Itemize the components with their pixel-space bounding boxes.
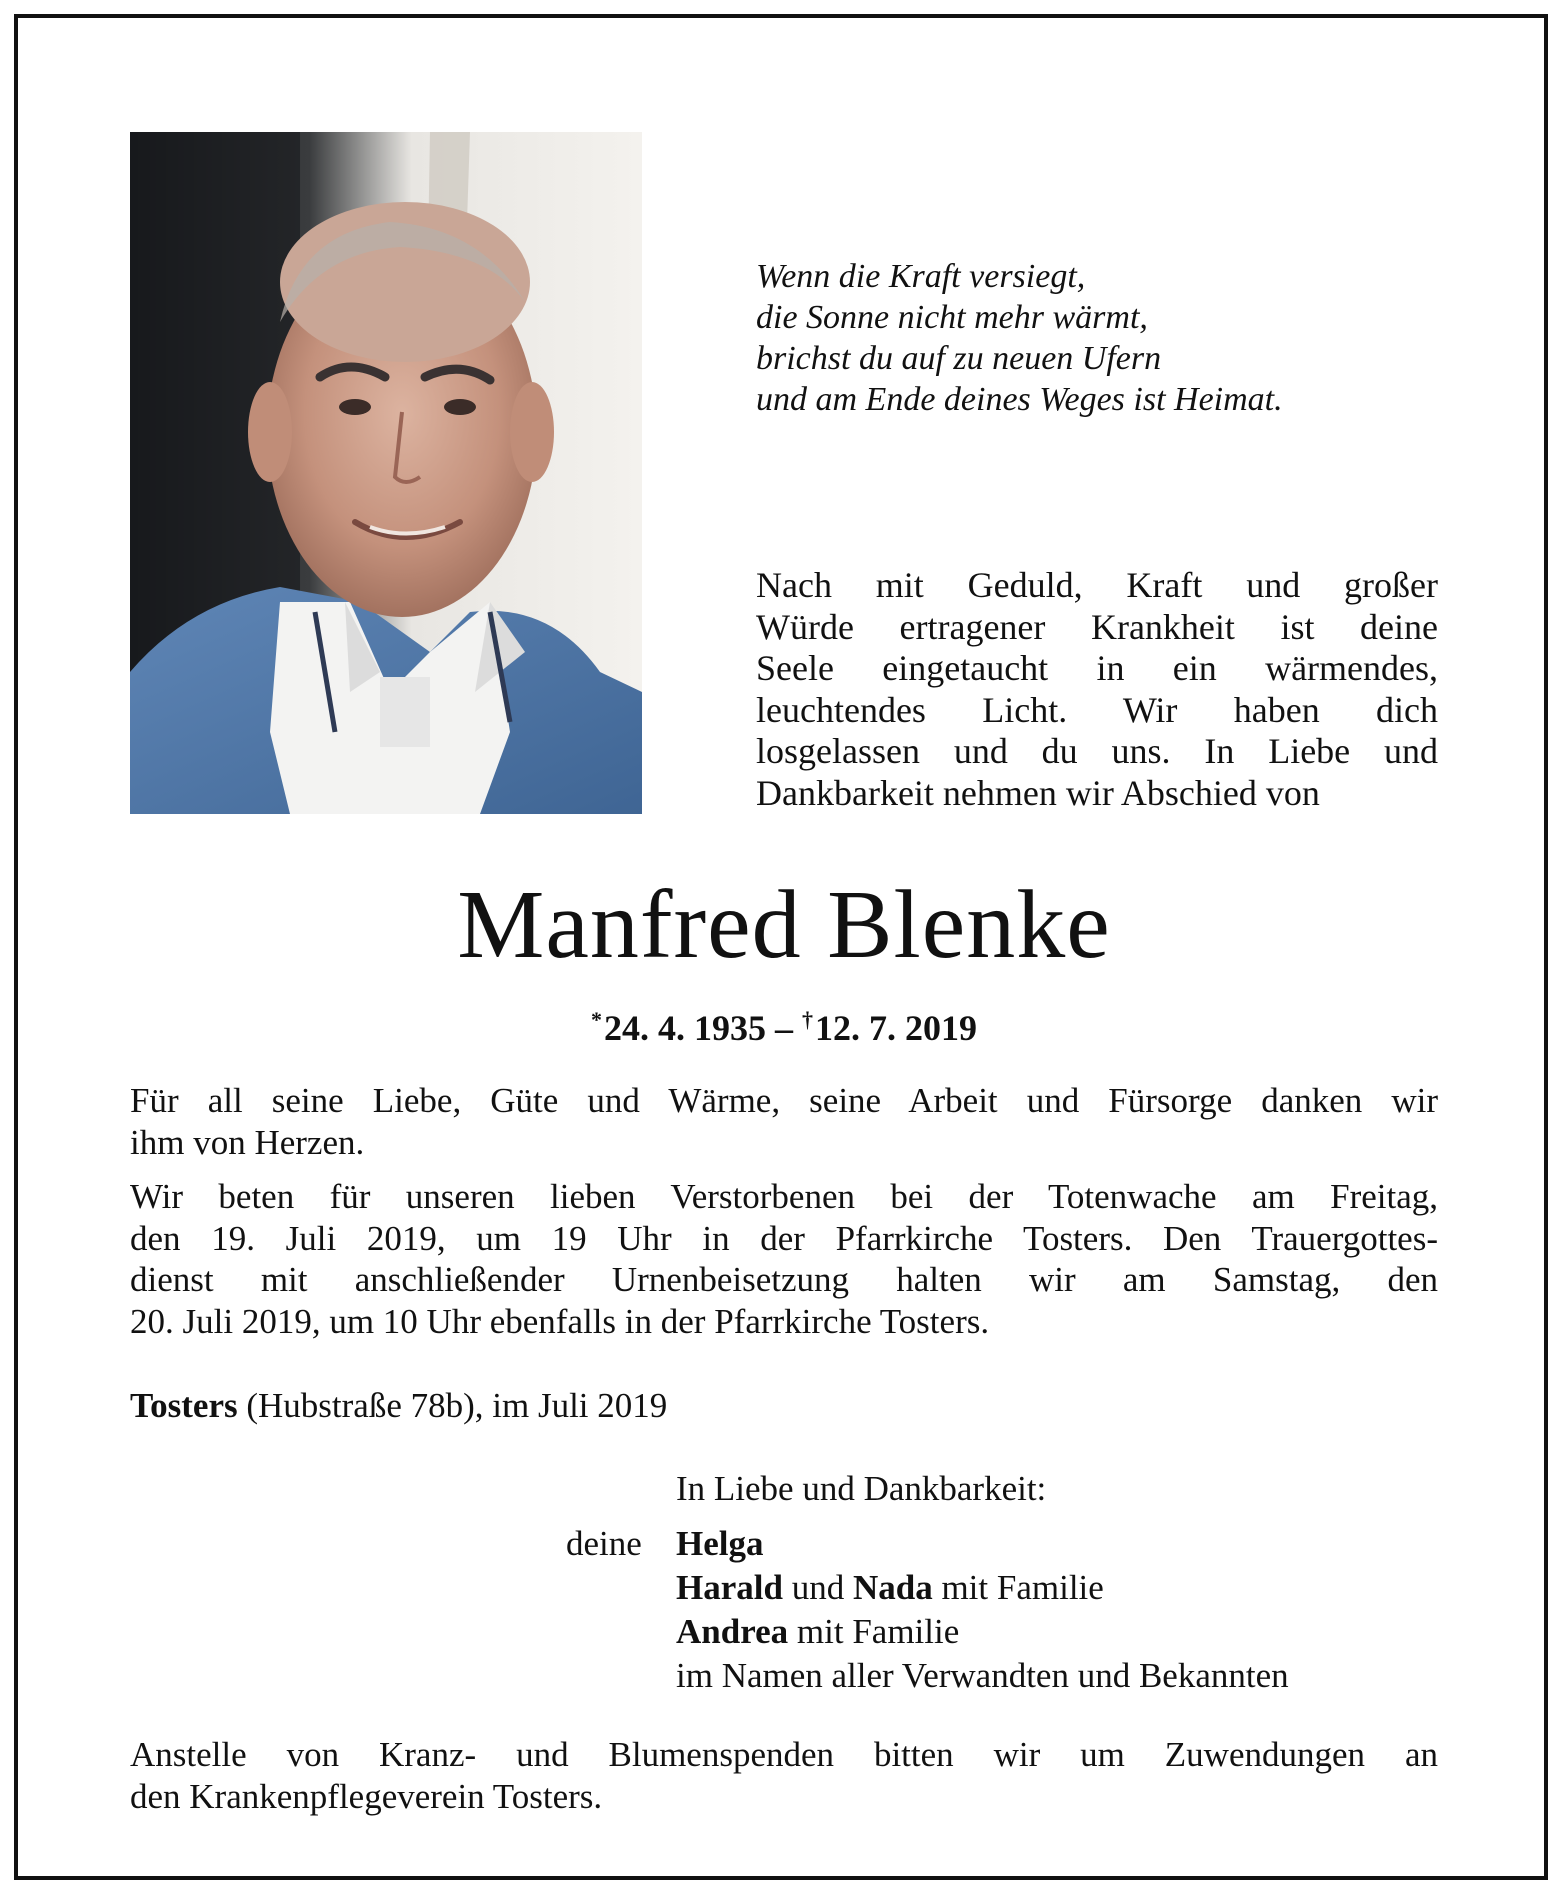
- signers-prefix: deine: [566, 1524, 642, 1563]
- service-line: den 19. Juli 2019, um 19 Uhr in der Pfarrkirche Tosters. Den Trauergottes-: [130, 1218, 1438, 1258]
- signer-family: mit Familie: [788, 1612, 960, 1651]
- poem-line: und am Ende deines Weges ist Heimat.: [756, 381, 1283, 418]
- signer-row: [676, 1566, 1289, 1610]
- signer-name: Helga: [676, 1524, 764, 1563]
- signer-conjunction: und: [782, 1568, 853, 1607]
- poem-line: brichst du auf zu neuen Ufern: [756, 340, 1162, 377]
- signer-name: Andrea: [676, 1612, 789, 1651]
- thanks-line: ihm von Herzen.: [130, 1122, 365, 1162]
- birth-date: 24. 4. 1935: [604, 1008, 766, 1048]
- intro-paragraph: [756, 565, 1438, 814]
- signer-closing: im Namen aller Verwandten und Bekannten: [676, 1656, 1289, 1695]
- signer-row: [676, 1522, 1289, 1566]
- portrait-photo: [130, 132, 642, 814]
- signer-name: Harald: [676, 1568, 783, 1607]
- intro-line: Dankbarkeit nehmen wir Abschied von: [756, 772, 1320, 813]
- poem: [756, 256, 1456, 420]
- thanks-line: Für all seine Liebe, Güte und Wärme, seine Arbeit und Fürsorge danken wir: [130, 1081, 1438, 1120]
- place-and-date: [130, 1385, 1438, 1427]
- death-date: 12. 7. 2019: [815, 1008, 977, 1048]
- donation-note: [130, 1734, 1438, 1817]
- signer-family: mit Familie: [932, 1568, 1104, 1607]
- intro-line: Würde ertragener Krankheit ist deine: [756, 606, 1438, 647]
- intro-line: leuchtendes Licht. Wir haben dich: [756, 689, 1438, 730]
- footer-line: den Krankenpflegeverein Tosters.: [130, 1776, 603, 1816]
- place-rest: (Hubstraße 78b), im Juli 2019: [237, 1386, 668, 1425]
- poem-line: die Sonne nicht mehr wärmt,: [756, 299, 1148, 336]
- thanks-paragraph: [130, 1080, 1438, 1163]
- birth-symbol: *: [591, 1007, 602, 1032]
- poem-line: Wenn die Kraft versiegt,: [756, 258, 1086, 295]
- service-line: 20. Juli 2019, um 10 Uhr ebenfalls in der Pfarrkirche Tosters.: [130, 1301, 990, 1341]
- intro-line: Seele eingetaucht in ein wärmendes,: [756, 648, 1438, 688]
- place-town: Tosters: [130, 1386, 238, 1425]
- signer-row: [676, 1610, 1289, 1654]
- service-line: Wir beten für unseren lieben Verstorbenen bei der Totenwache am Freitag,: [130, 1177, 1438, 1216]
- signers-list: [676, 1522, 1289, 1698]
- footer-line: Anstelle von Kranz- und Blumenspenden bitten wir um Zuwendungen an: [130, 1735, 1438, 1774]
- service-paragraph: [130, 1176, 1438, 1342]
- signer-name: Nada: [852, 1568, 933, 1607]
- service-line: dienst mit anschließender Urnenbeisetzung halten wir am Samstag, den: [130, 1260, 1438, 1299]
- death-symbol: †: [802, 1007, 813, 1032]
- intro-line: Nach mit Geduld, Kraft und großer: [756, 565, 1438, 605]
- signoff-line: In Liebe und Dankbarkeit:: [676, 1469, 1047, 1508]
- deceased-name: Manfred Blenke: [457, 871, 1111, 979]
- life-dates: [0, 998, 1568, 1050]
- date-separator: –: [766, 1008, 802, 1048]
- intro-line: losgelassen und du uns. In Liebe und: [756, 731, 1438, 771]
